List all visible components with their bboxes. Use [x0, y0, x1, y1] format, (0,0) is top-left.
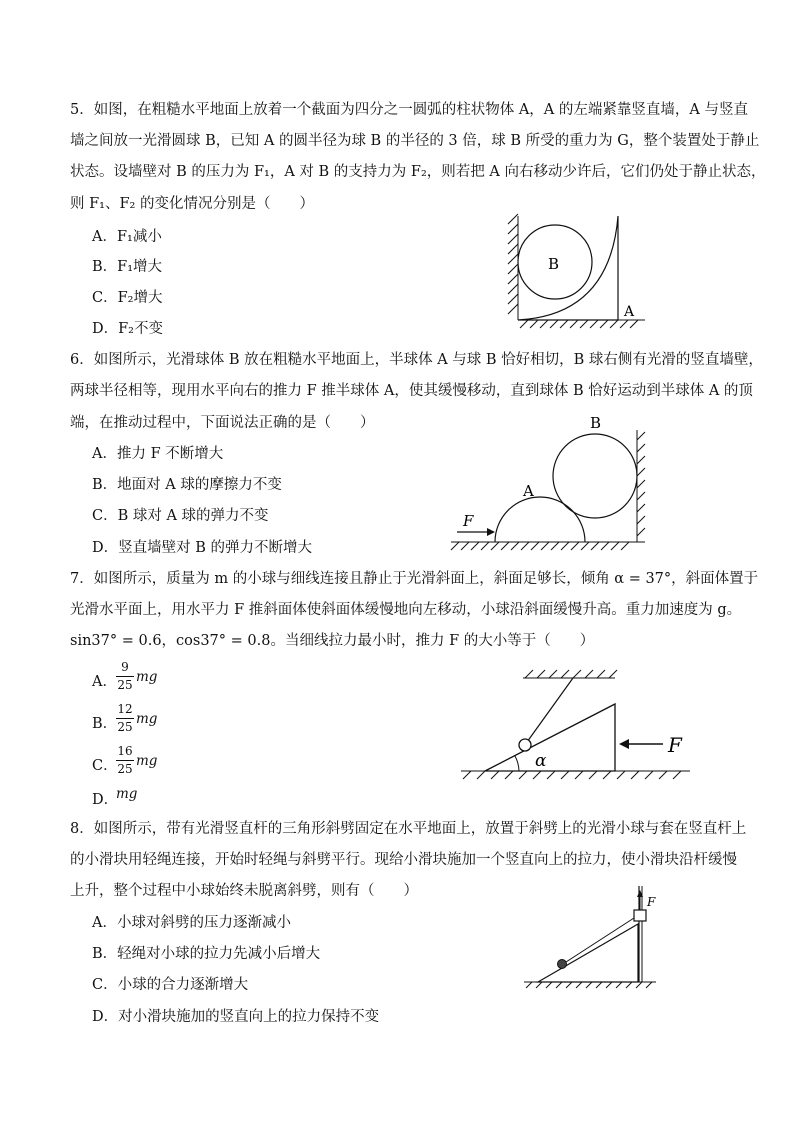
- q8-stem-line: 的小滑块用轻绳连接，开始时轻绳与斜劈平行。现给小滑块施加一个竖直向上的拉力，使小滑块沿杆缓慢: [70, 852, 737, 868]
- unit: mg: [136, 669, 158, 685]
- ground-hatch: [518, 320, 645, 328]
- q7-figure: [455, 668, 700, 780]
- unit: mg: [136, 711, 158, 727]
- q5-stem-line: 则 F₁、F₂ 的变化情况分别是（ ）: [70, 196, 314, 212]
- q5-figure: [500, 210, 650, 332]
- fraction-denominator: 25: [117, 762, 133, 776]
- q7-stem-line: 7．如图所示，质量为 m 的小球与细线连接且静止于光滑斜面上，斜面足够长，倾角 α = 37°，斜面体置于: [70, 571, 759, 587]
- q8-option-a: A．小球对斜劈的压力逐渐减小: [92, 915, 291, 931]
- fraction-bar: [116, 676, 134, 677]
- label-b: B: [590, 414, 602, 432]
- label-a: A: [523, 482, 534, 500]
- rope: [566, 918, 634, 962]
- fraction-bar: [116, 760, 134, 761]
- ceiling-hatch: [523, 670, 617, 678]
- wall-hatch: [508, 214, 518, 320]
- q7-stem-line: 光滑水平面上，用水平力 F 推斜面体使斜面体缓慢地向左移动，小球沿斜面缓慢升高。重力加速度为 g。: [70, 602, 742, 618]
- label-f: F: [463, 512, 474, 530]
- fraction-numerator: 12: [117, 702, 133, 716]
- ground-hatch: [524, 982, 656, 988]
- small-ball: [519, 739, 531, 751]
- q5-option-a: A．F₁减小: [92, 229, 162, 245]
- q6-option-c: C．B 球对 A 球的弹力不变: [92, 508, 269, 524]
- unit: mg: [136, 753, 158, 769]
- half-sphere-a: [495, 497, 585, 542]
- ground-hatch: [451, 542, 645, 550]
- q5-option-c: C．F₂增大: [92, 290, 163, 306]
- q6-option-b: B．地面对 A 球的摩擦力不变: [92, 477, 282, 493]
- q6-stem-line: 两球半径相等，现用水平向右的推力 F 推半球体 A，使其缓慢移动，直到球体 B 恰好运动到半球体 A 的顶: [70, 383, 753, 399]
- q5-option-d: D．F₂不变: [92, 321, 163, 337]
- ball-b: [553, 434, 637, 518]
- q8-figure: [520, 882, 660, 992]
- incline-body: [485, 704, 615, 771]
- option-letter: D．: [92, 792, 119, 808]
- ground-hatch: [461, 771, 690, 779]
- q8-stem-line: 8．如图所示，带有光滑竖直杆的三角形斜劈固定在水平地面上，放置于斜劈上的光滑小球与套在竖直杆上: [70, 821, 747, 837]
- fraction-denominator: 25: [117, 678, 133, 692]
- force-arrow-head: [619, 739, 629, 749]
- q5-stem-line: 墙之间放一光滑圆球 B，已知 A 的圆半径为球 B 的半径的 3 倍，球 B 所受的重力为 G，整个装置处于静止: [70, 133, 760, 149]
- q8-option-b: B．轻绳对小球的拉力先减小后增大: [92, 946, 321, 962]
- unit: mg: [116, 786, 138, 802]
- label-b: B: [548, 255, 560, 273]
- label-f: F: [668, 733, 682, 757]
- wedge: [538, 924, 638, 982]
- q5-stem-line: 5．如图，在粗糙水平地面上放着一个截面为四分之一圆弧的柱状物体 A，A 的左端紧靠竖直墙，A 与竖直: [70, 102, 748, 118]
- wall-hatch: [637, 430, 645, 542]
- fraction-denominator: 25: [117, 720, 133, 734]
- option-letter: C．: [92, 758, 118, 774]
- angle-arc: [515, 756, 519, 771]
- slider-block: [634, 910, 646, 921]
- option-letter: A．: [92, 674, 117, 690]
- q6-stem-line: 端，在推动过程中，下面说法正确的是（ ）: [70, 415, 375, 431]
- force-arrow-head: [487, 528, 495, 536]
- string: [527, 678, 573, 742]
- q6-figure: [445, 410, 655, 552]
- label-a: A: [624, 304, 635, 320]
- q7-stem-line: sin37° = 0.6，cos37° = 0.8。当细线拉力最小时，推力 F 的大小等于（ ）: [70, 633, 595, 649]
- label-alpha: α: [535, 751, 547, 771]
- label-f: F: [647, 895, 656, 909]
- q5-stem-line: 状态。设墙壁对 B 的压力为 F₁，A 对 B 的支持力为 F₂，则若把 A 向右移动少许后，它们仍处于静止状态，: [70, 164, 766, 180]
- small-ball: [558, 960, 567, 969]
- fraction-bar: [116, 718, 134, 719]
- q8-stem-line: 上升，整个过程中小球始终未脱离斜劈，则有（ ）: [70, 883, 418, 899]
- q5-option-b: B．F₁增大: [92, 259, 163, 275]
- q8-option-c: C．小球的合力逐渐增大: [92, 977, 249, 993]
- fraction-numerator: 9: [121, 660, 129, 674]
- q6-option-d: D．竖直墙壁对 B 的弹力不断增大: [92, 540, 312, 556]
- q6-stem-line: 6．如图所示，光滑球体 B 放在粗糙水平地面上，半球体 A 与球 B 恰好相切，B 球右侧有光滑的竖直墙壁，: [70, 352, 763, 368]
- option-letter: B．: [92, 716, 118, 732]
- fraction-numerator: 16: [117, 744, 133, 758]
- q8-option-d: D．对小滑块施加的竖直向上的拉力保持不变: [92, 1009, 380, 1025]
- q6-option-a: A．推力 F 不断增大: [92, 446, 224, 462]
